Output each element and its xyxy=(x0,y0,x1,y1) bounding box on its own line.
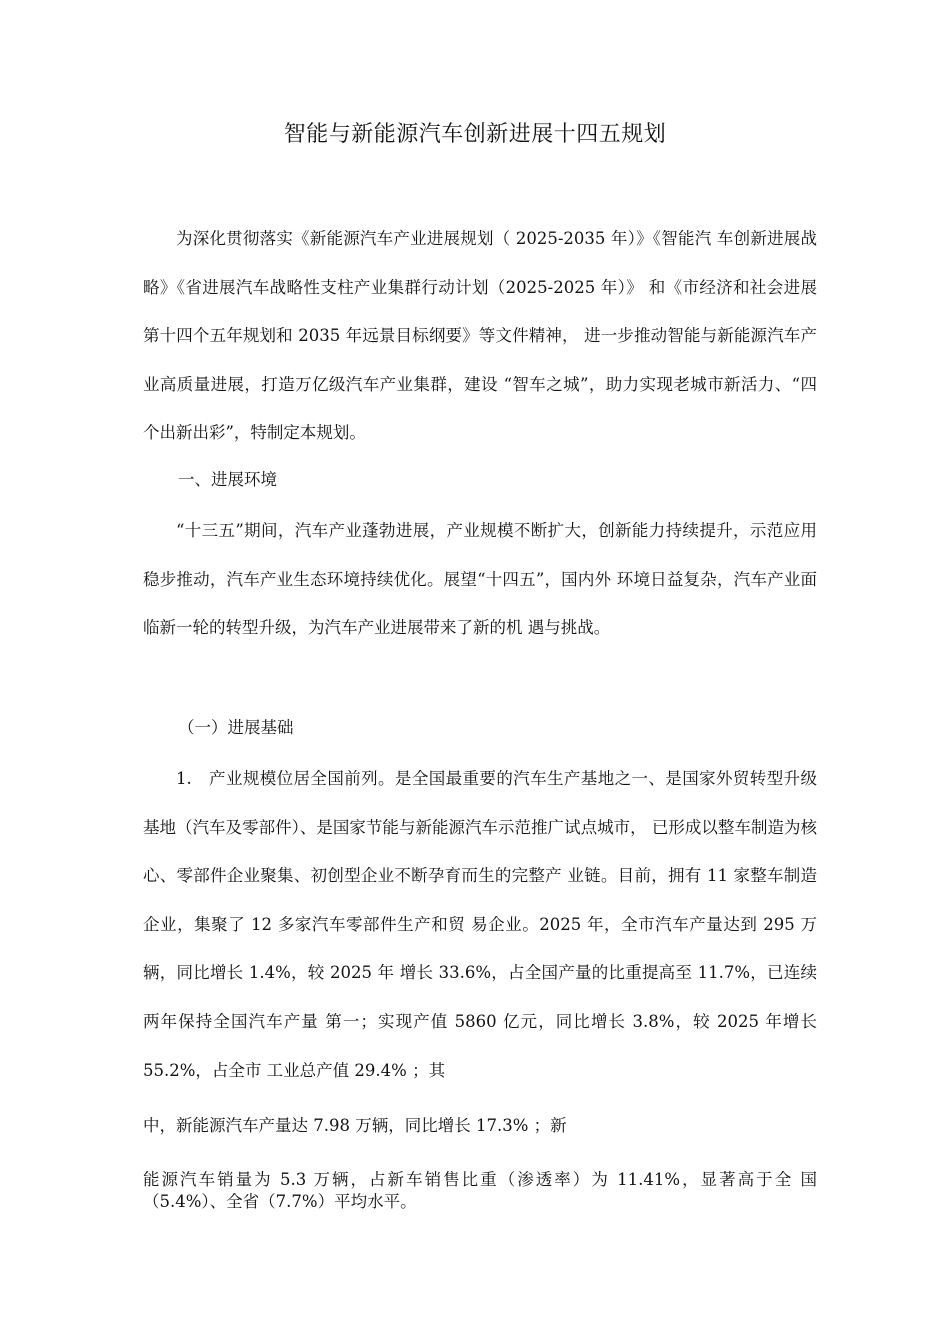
basis-paragraph-end: 中，新能源汽车产量达 7.98 万辆，同比增长 17.3% ；新 xyxy=(143,1116,567,1135)
subsection-heading-basis: （一）进展基础 xyxy=(178,718,294,737)
intro-paragraph: 为深化贯彻落实《新能源汽车产业进展规划（ 2025-2035 年）》《智能汽 车创新进展战略》《省进展汽车战略性支柱产业集群行动计划（2025-2025 年）》 和《市经济和社会进展第十四个五年规划和 2035 年远景目标纲要》等文件精神， 进一步推动智能与新能源汽车产业高质量进展，打造万亿级汽车产业集群，建设 “智车之城”，助力实现老城市新活力、“四个出新出彩”，特制定本规划。 xyxy=(143,229,817,443)
basis-paragraph: 1. 产业规模位居全国前列。是全国最重要的汽车生产基地之一、是国家外贸转型升级基地（汽车及零部件）、是国家节能与新能源汽车示范推广试点城市， 已形成以整车制造为核心、零部件企业聚集、初创型企业不断孕育而生的完整产 业链。目前，拥有 11 家整车制造企业，集聚了 12 多家汽车零部件生产和贸 易企业。2025 年，全市汽车产量达到 295 万辆，同比增长 1.4%，较 2025 年 增长 33.6%，占全国产量的比重提高至 11.7%，已连续两年保持全国汽车产量 第一；实现产值 5860 亿元，同比增长 3.8%，较 2025 年增长 55.2%，占全市 工业总产值 29.4% ；其 xyxy=(143,769,817,1080)
section-heading-environment: 一、进展环境 xyxy=(178,470,277,489)
document-title: 智能与新能源汽车创新进展十四五规划 xyxy=(283,122,667,147)
sales-paragraph: 能源汽车销量为 5.3 万辆，占新车销售比重（渗透率）为 11.41%，显著高于全 国（5.4%）、全省（7.7%）平均水平。 xyxy=(143,1170,817,1211)
environment-paragraph: “十三五”期间，汽车产业蓬勃进展，产业规模不断扩大，创新能力持续提升，示范应用稳步推动，汽车产业生态环境持续优化。展望“十四五”，国内外 环境日益复杂，汽车产业面临新一轮的转型升级，为汽车产业进展带来了新的机 遇与挑战。 xyxy=(143,521,817,638)
